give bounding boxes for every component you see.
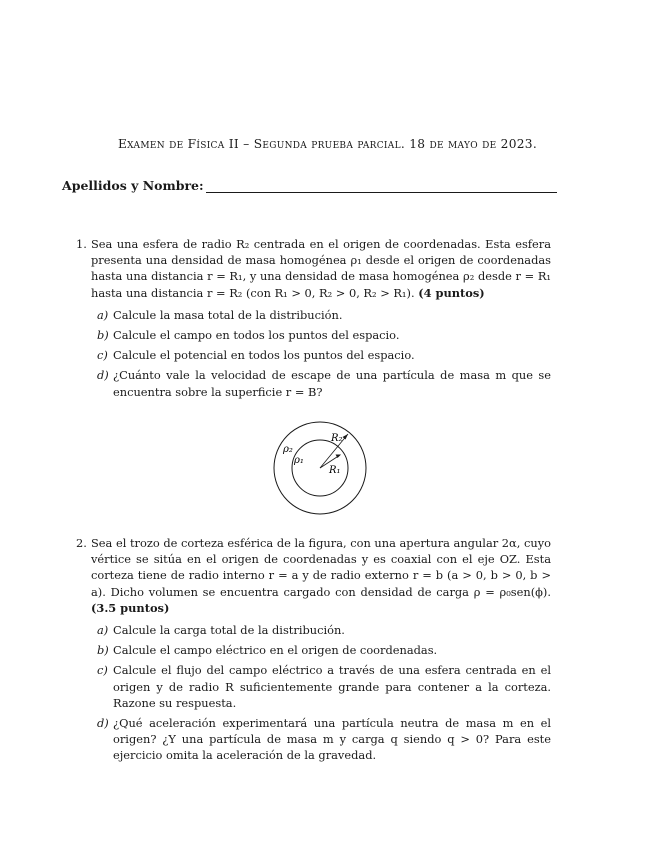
subquestion-list <box>91 307 551 400</box>
problem-statement <box>91 236 551 301</box>
subquestion-label: c) <box>97 663 108 678</box>
statement-text: Sea el trozo de corteza esférica de la figura, con una apertura angular 2α, cuyo vértice se sitúa en el origen de coordenadas y es coaxial con el eje OZ. Esta corteza tiene de radio interno r = a y de radio externo r = b (a > 0, b > 0, b > a). Dicho volumen se encuentra cargado con densidad de carga ρ = ρ₀sen(ϕ). <box>91 536 551 599</box>
subquestion-text: ¿Cuánto vale la velocidad de escape de una partícula de masa m que se encuentra sobre la superficie r = B? <box>113 368 551 399</box>
subquestion-text: Calcule el flujo del campo eléctrico a través de una esfera centrada en el origen y de radio R suficientemente grande para contener a la corteza. Razone su respuesta. <box>113 663 551 710</box>
problem-2 <box>76 535 551 768</box>
subquestion-label: a) <box>97 307 109 322</box>
subquestion-text: Calcule el potencial en todos los puntos del espacio. <box>113 348 415 363</box>
problem-number: 1. <box>76 237 87 251</box>
subquestion <box>91 642 551 658</box>
subquestion-list <box>91 622 551 764</box>
statement-text: Sea una esfera de radio R₂ centrada en el origen de coordenadas. Esta esfera presenta una densidad de masa homogénea ρ₁ desde el origen de coordenadas hasta una distancia r = R₁, y una densidad de masa homogénea ρ₂ desde r = R₁ hasta una distancia r = R₂ (con R₁ > 0, R₂ > 0, R₂ > R₁). <box>91 237 551 300</box>
problem-statement <box>91 535 551 616</box>
subquestion <box>91 715 551 764</box>
subquestion <box>91 662 551 711</box>
exam-title: Examen de Física II – Segunda prueba parcial. 18 de mayo de 2023. <box>117 137 538 151</box>
problem-1 <box>76 236 551 404</box>
subquestion-label: b) <box>97 328 109 343</box>
subquestion-text: Calcule el campo en todos los puntos del espacio. <box>113 328 400 343</box>
label-R2: R₂ <box>331 433 343 444</box>
name-field <box>62 178 557 193</box>
arrow-head-R2 <box>343 434 349 440</box>
subquestion <box>91 622 551 638</box>
subquestion-label: d) <box>97 368 109 383</box>
subquestion-label: d) <box>97 716 109 731</box>
problem-number: 2. <box>76 536 87 550</box>
subquestion <box>91 347 551 363</box>
label-rho1: ρ₁ <box>294 455 304 466</box>
problem-points: (3.5 puntos) <box>91 600 170 615</box>
subquestion-text: Calcule la masa total de la distribución. <box>113 307 343 322</box>
subquestion-text: Calcule la carga total de la distribución. <box>113 623 345 638</box>
subquestion-text: ¿Qué aceleración experimentará una partícula neutra de masa m en el origen? ¿Y una partícula de masa m y carga q siendo q > 0? Para este ejercicio omita la aceleración de la gravedad. <box>113 716 551 763</box>
problem-points: (4 puntos) <box>418 285 485 300</box>
name-underline <box>206 180 557 193</box>
subquestion <box>91 307 551 323</box>
subquestion-label: a) <box>97 623 109 638</box>
label-rho2: ρ₂ <box>283 444 293 455</box>
subquestion <box>91 327 551 343</box>
sphere-diagram <box>270 418 370 518</box>
subquestion-text: Calcule el campo eléctrico en el origen de coordenadas. <box>113 643 438 658</box>
subquestion <box>91 367 551 399</box>
label-R1: R₁ <box>329 465 341 476</box>
name-label: Apellidos y Nombre: <box>62 178 204 193</box>
subquestion-label: b) <box>97 643 109 658</box>
subquestion-label: c) <box>97 348 108 363</box>
sphere-figure <box>270 418 370 518</box>
